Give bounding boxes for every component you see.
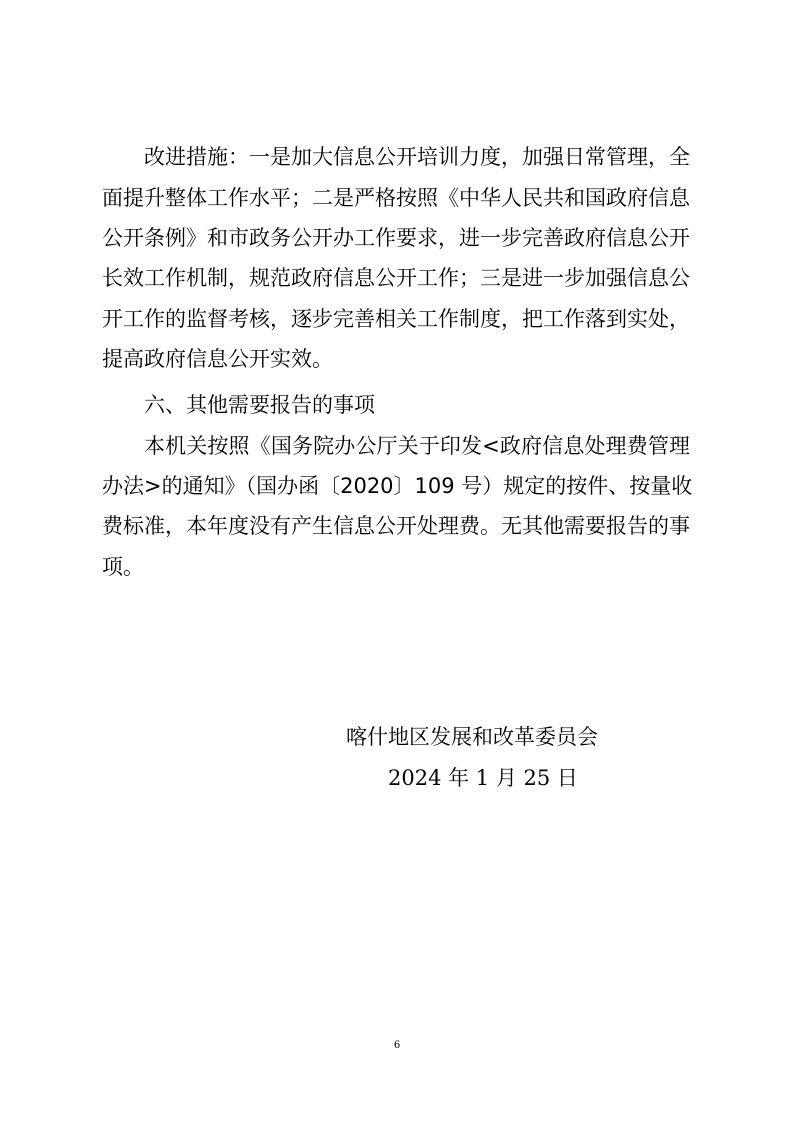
text-line-improvement-4: 长效工作机制，规范政府信息公开工作；三是进一步加强信息公 xyxy=(102,266,690,290)
section-heading-other-matters: 六、其他需要报告的事项 xyxy=(144,393,375,417)
signature-date: 2024 年 1 月 25 日 xyxy=(388,766,578,790)
text-line-improvement-6: 提高政府信息公开实效。 xyxy=(102,347,333,371)
text-line-fees-1: 本机关按照《国务院办公厅关于印发<政府信息处理费管理 xyxy=(144,434,690,458)
text-line-fees-3: 费标准，本年度没有产生信息公开处理费。无其他需要报告的事 xyxy=(102,514,690,538)
signature-organization: 喀什地区发展和改革委员会 xyxy=(346,725,598,749)
text-line-improvement-1: 改进措施：一是加大信息公开培训力度，加强日常管理，全 xyxy=(144,145,690,169)
text-line-fees-4: 项。 xyxy=(102,555,144,579)
text-line-improvement-2: 面提升整体工作水平；二是严格按照《中华人民共和国政府信息 xyxy=(102,186,690,210)
text-line-improvement-3: 公开条例》和市政务公开办工作要求，进一步完善政府信息公开 xyxy=(102,226,690,250)
text-line-fees-2: 办法>的通知》（国办函〔2020〕109 号）规定的按件、按量收 xyxy=(102,474,693,498)
text-line-improvement-5: 开工作的监督考核，逐步完善相关工作制度，把工作落到实处， xyxy=(102,307,690,331)
page-number: 6 xyxy=(393,1040,401,1051)
